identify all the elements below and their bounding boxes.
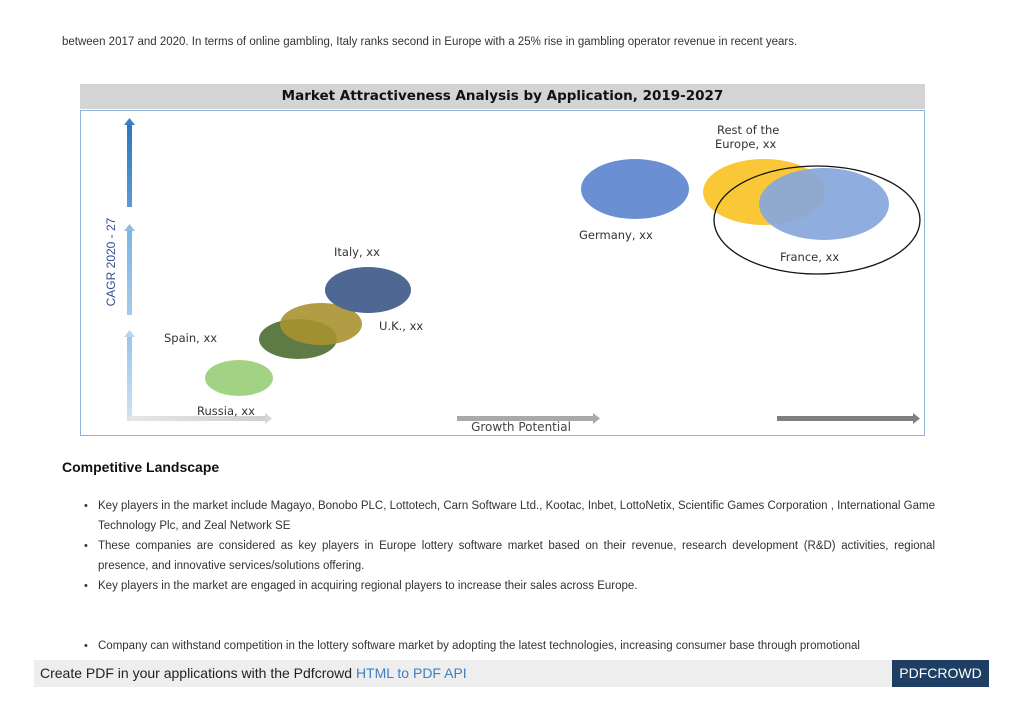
label-italy: Italy, xx [334, 245, 380, 259]
list-item [80, 636, 935, 656]
list-item-text: Key players in the market are engaged in acquiring regional players to increase their sales across Europe. [98, 580, 638, 592]
bullet-marker: • [84, 540, 88, 552]
bubble-chart [80, 110, 925, 436]
intro-paragraph: between 2017 and 2020. In terms of online gambling, Italy ranks second in Europe with a 25% rise in gambling operator revenue in recent years. [62, 36, 798, 48]
bullet-marker: • [84, 640, 88, 652]
label-uk: U.K., xx [379, 319, 424, 333]
bullet-marker: • [84, 580, 88, 592]
section-heading: Competitive Landscape [62, 459, 220, 475]
pdfcrowd-badge[interactable]: PDFCROWD [892, 660, 989, 687]
y-axis-arrows [124, 118, 135, 421]
footer-message: Create PDF in your applications with the Pdfcrowd [40, 665, 353, 681]
footer-text [40, 665, 467, 681]
html-to-pdf-api-link[interactable]: HTML to PDF API [355, 665, 467, 681]
market-attractiveness-figure [80, 84, 925, 436]
bullet-marker: • [84, 500, 88, 512]
bullet-list [80, 496, 935, 656]
list-item-text: Company can withstand competition in the lottery software market by adopting the latest technologies, increasing consumer base through promotional [98, 640, 860, 652]
label-spain: Spain, xx [164, 331, 218, 345]
pdfcrowd-footer [34, 660, 989, 687]
y-axis-label: CAGR 2020 - 27 [104, 217, 118, 307]
bubble-france [759, 168, 889, 240]
list-item-text: These companies are considered as key players in Europe lottery software market based on their revenue, research development (R&D) activities, regional presence, and innovative services/solutions offering. [98, 540, 935, 572]
bubble-russia [205, 360, 273, 396]
bubble-italy [325, 267, 411, 313]
bubble-chart-svg [81, 111, 924, 435]
label-russia: Russia, xx [197, 404, 255, 418]
label-france: France, xx [780, 250, 840, 264]
label-germany: Germany, xx [579, 228, 653, 242]
x-axis-label: Growth Potential [471, 420, 571, 434]
list-item [80, 576, 935, 596]
label-rest-of-europe-line1: Rest of the [717, 123, 780, 137]
figure-title: Market Attractiveness Analysis by Application, 2019-2027 [80, 84, 925, 109]
list-item [80, 536, 935, 576]
bubble-germany [581, 159, 689, 219]
list-item-text: Key players in the market include Magayo, Bonobo PLC, Lottotech, Carn Software Ltd., Kootac, Inbet, LottoNetix, Scientific Games Corporation , International Game Technology Plc, and Zeal Network SE [98, 500, 935, 532]
label-rest-of-europe-line2: Europe, xx [715, 137, 777, 151]
list-item [80, 496, 935, 536]
